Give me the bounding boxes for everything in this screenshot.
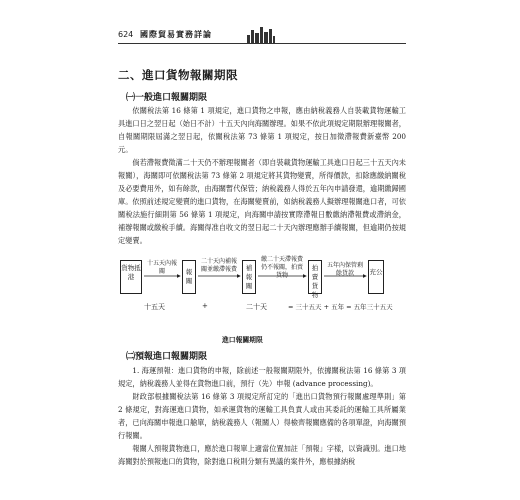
- paragraph-3: 1. 海運預報：進口貨物的申報，除前述一般報關期限外，依據關稅法第 16 條第 3 項規定，納稅義務人並得在貨物進口前，預行（先）申報 (advance processing)。: [118, 366, 406, 388]
- paragraph-4: 財政部根據關稅法第 16 條第 3 項規定所訂定的「進出口貨物預行報關處理準則」第 2 條規定，對海運進口貨物，如承運貨物的運輸工具負責人或由其委託的運輸工具所屬業者，已向海關申報進口艙單，納稅義務人（報關人）得檢齊報關應備的各項單證，向海關預行報關。: [118, 392, 406, 440]
- box-auction-goods: 拍賣貨物: [308, 260, 322, 294]
- arrow-label-20-days: 二十天內補報關並繳滯報費: [200, 258, 237, 273]
- total-20-days: 二十天: [246, 303, 267, 311]
- box-late-declaration: 補報關: [242, 260, 256, 294]
- paragraph-1: 依關稅法第 16 條第 1 項規定，進口貨物之申報，應由納稅義務人自裝載貨物運輸工具進口日之翌日起（始日不計）十五天內向海關辦理。如果不依此項規定期限辦理報關者，自報關期限屆滿之翌日起，依關稅法第 73 條第 1 項規定，按日加徵滯報費新臺幣 200 元。: [118, 106, 406, 154]
- total-sum: = 三十五天 + 五年 = 五年三十五天: [288, 303, 393, 311]
- subsection-heading-advance: ㈡預報進口報關期限: [126, 352, 208, 362]
- arrow-label-5-years: 五年內保管剩餘貨款: [326, 262, 363, 277]
- page-number: 624: [118, 30, 134, 39]
- header-rule: [118, 43, 406, 44]
- paragraph-block-advance: [118, 364, 406, 468]
- diagram-caption: 進口報關期限: [222, 336, 263, 344]
- paragraph-block-general: [118, 104, 406, 247]
- box-goods-arrival: 貨物抵港: [120, 260, 142, 294]
- box-confiscation: 充公: [368, 260, 384, 294]
- subsection-heading-general: ㈠一般進口報關期限: [126, 93, 208, 103]
- box-declaration: 報關: [182, 260, 196, 294]
- paragraph-2: 倘若滯報費徵滿二十天仍不辦理報關者（即自裝載貨物運輸工具進口日起三十五天內未報關），海關即可依關稅法第 73 條第 2 項規定將其貨物變賣，所得價款，扣除應繳納關稅及必要費用外，如有餘款，由海關暫代保管；納稅義務人得於五年內申請發還，逾期繳歸國庫。依照前述規定變賣的進口貨物，在海關變賣前，如納稅義務人擬辦理報關進口者，可依關稅法施行細則第 56 條第 1 項規定，向海關申請按實際滯報日數繳納滯報費或滯納金，補辦報關或繳稅手續。海關得准自收文的翌日起二十天內辦理應辦手續報關，但逾期仍按規定變賣。: [118, 158, 406, 245]
- arrow-label-auction: 繳二十天滯報費仍不報關，拍賣貨物: [260, 256, 303, 279]
- book-title: 國際貿易實務詳論: [140, 29, 212, 39]
- section-title: 二、進口貨物報關期限: [118, 68, 238, 82]
- arrow-label-15-days: 十五天內報關: [146, 260, 177, 275]
- total-15-days: 十五天: [144, 303, 165, 311]
- paragraph-5: 報關人預報貨物進口，應於進口報單上適當位置加註「預報」字樣，以資識別。進口地海關對於預報進口的貨物，除對進口稅則分類有異議的案件外，應根據納稅: [118, 444, 406, 466]
- declaration-period-diagram: [118, 256, 408, 328]
- city-skyline-logo: [246, 24, 276, 44]
- plus-sign: +: [202, 302, 208, 310]
